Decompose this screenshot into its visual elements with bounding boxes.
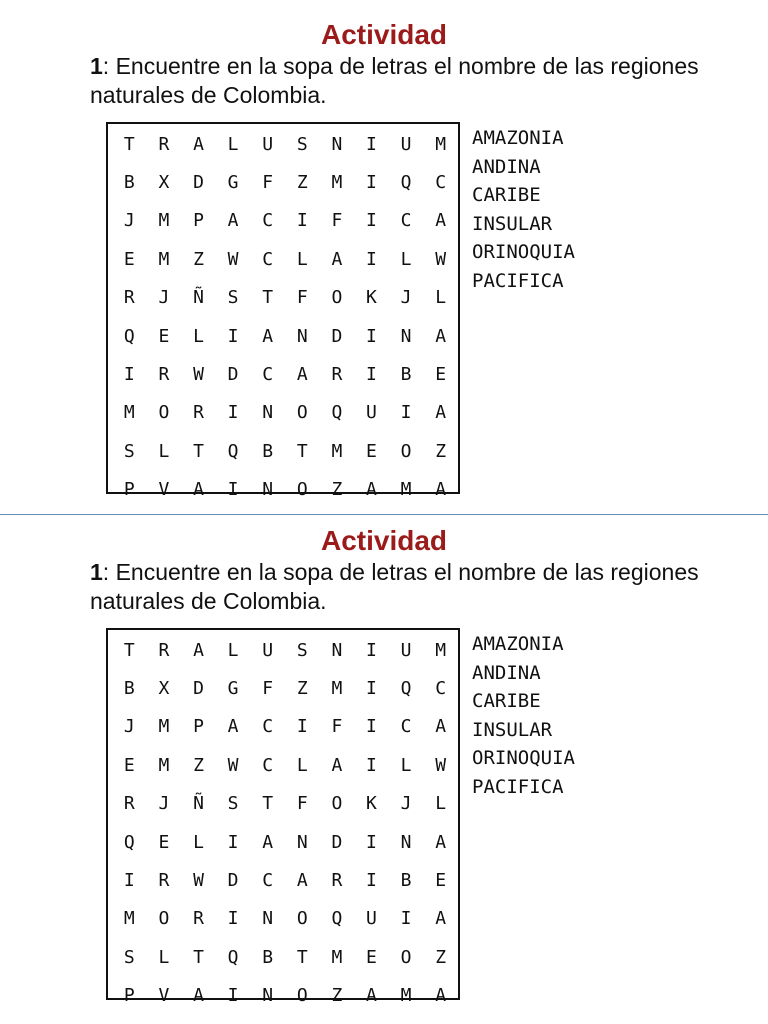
grid-letter: X (158, 678, 170, 700)
grid-letter: A (193, 639, 204, 661)
grid-letter: F (296, 287, 308, 309)
grid-letter: R (158, 133, 170, 155)
grid-letter: M (158, 754, 170, 776)
grid-letter: U (400, 639, 412, 661)
word-search-grid (106, 122, 460, 501)
grid-letter: R (123, 287, 135, 309)
grid-letter: L (158, 440, 170, 462)
grid-letter: A (435, 985, 447, 1007)
grid-letter: M (331, 678, 343, 700)
grid-letter: I (366, 325, 377, 347)
grid-letter: E (123, 248, 135, 270)
grid-letter: M (400, 985, 412, 1007)
activity-instruction (90, 558, 730, 616)
word-list-item: INSULAR (472, 212, 553, 235)
grid-row (108, 707, 458, 745)
grid-letter: T (123, 133, 135, 155)
grid-letter: U (262, 639, 274, 661)
grid-letter: D (227, 364, 239, 386)
grid-letter: A (193, 133, 204, 155)
grid-letter: Q (331, 908, 343, 930)
grid-letter: R (158, 364, 170, 386)
grid-letter: U (262, 133, 274, 155)
grid-letter: S (123, 946, 135, 968)
grid-row (108, 470, 458, 508)
grid-letter: K (366, 287, 377, 309)
grid-letter: I (227, 985, 239, 1007)
grid-letter: D (331, 325, 343, 347)
grid-letter: I (366, 831, 377, 853)
grid-letter: L (193, 831, 204, 853)
grid-letter: O (158, 908, 170, 930)
grid-letter: E (435, 870, 447, 892)
grid-letter: A (435, 831, 447, 853)
grid-row (108, 393, 458, 431)
word-list-item: CARIBE (472, 184, 541, 207)
grid-letter: I (366, 754, 377, 776)
grid-letter: W (193, 364, 204, 386)
grid-letter: M (158, 248, 170, 270)
grid-letter: Q (331, 402, 343, 424)
grid-letter: X (158, 172, 170, 194)
grid-letter: C (435, 678, 447, 700)
grid-letter: T (193, 946, 204, 968)
grid-letter: E (123, 754, 135, 776)
grid-letter: F (331, 210, 343, 232)
grid-row (108, 201, 458, 239)
grid-row (108, 860, 458, 898)
word-list-item: PACIFICA (472, 775, 564, 798)
word-search-grid (106, 628, 460, 1007)
grid-letter: F (262, 678, 274, 700)
grid-letter: L (296, 248, 308, 270)
grid-row (108, 431, 458, 469)
grid-letter: L (193, 325, 204, 347)
grid-letter: O (158, 402, 170, 424)
grid-letter: Z (193, 754, 204, 776)
activity-title: Actividad (320, 19, 448, 50)
grid-letter: M (400, 479, 412, 501)
grid-letter: O (296, 908, 308, 930)
grid-letter: A (366, 985, 377, 1007)
grid-letter: N (262, 985, 274, 1007)
grid-letter: I (366, 678, 377, 700)
grid-letter: M (435, 639, 447, 661)
grid-letter: I (366, 364, 377, 386)
grid-letter: I (227, 908, 239, 930)
grid-letter: W (227, 248, 239, 270)
grid-letter: R (193, 908, 204, 930)
instruction-number: 1 (90, 559, 103, 585)
grid-letter: Z (331, 985, 343, 1007)
grid-letter: B (400, 870, 412, 892)
grid-letter: F (262, 172, 274, 194)
grid-letter: B (262, 946, 274, 968)
grid-row (108, 239, 458, 277)
grid-letter: A (435, 716, 447, 738)
grid-letter: J (158, 793, 170, 815)
grid-letter: W (435, 248, 447, 270)
grid-letter: I (366, 133, 377, 155)
grid-letter: D (227, 870, 239, 892)
grid-letter: N (400, 831, 412, 853)
grid-letter: C (400, 716, 412, 738)
grid-letter: M (435, 133, 447, 155)
grid-letter: A (227, 210, 239, 232)
word-list (472, 124, 575, 296)
grid-letter: L (435, 287, 447, 309)
grid-row (108, 668, 458, 706)
grid-letter: N (331, 133, 343, 155)
grid-letter: I (227, 325, 239, 347)
word-list-item: CARIBE (472, 690, 541, 713)
word-list (472, 630, 575, 802)
grid-letter: S (123, 440, 135, 462)
grid-letter: I (227, 479, 239, 501)
grid-letter: I (296, 210, 308, 232)
grid-letter: B (123, 172, 135, 194)
grid-letter: P (193, 210, 204, 232)
grid-letter: E (158, 325, 170, 347)
grid-letter: C (262, 870, 274, 892)
grid-letter: Q (400, 678, 412, 700)
grid-letter: L (435, 793, 447, 815)
grid-letter: C (262, 248, 274, 270)
grid-row (108, 162, 458, 200)
grid-row (108, 784, 458, 822)
grid-letter: I (366, 210, 377, 232)
grid-letter: T (262, 287, 274, 309)
grid-letter: E (366, 440, 377, 462)
grid-letter: Q (400, 172, 412, 194)
grid-letter: S (227, 287, 239, 309)
grid-letter: L (400, 754, 412, 776)
grid-letter: W (193, 870, 204, 892)
grid-letter: V (158, 479, 170, 501)
activity-instruction (90, 52, 730, 110)
grid-letter: C (262, 210, 274, 232)
grid-letter: I (227, 831, 239, 853)
grid-letter: J (400, 793, 412, 815)
grid-letter: A (435, 325, 447, 347)
grid-letter: I (227, 402, 239, 424)
grid-letter: I (366, 716, 377, 738)
word-list-item: ANDINA (472, 155, 541, 178)
grid-letter: A (296, 364, 308, 386)
grid-row (108, 278, 458, 316)
grid-letter: Z (331, 479, 343, 501)
grid-row (108, 937, 458, 975)
grid-letter: I (296, 716, 308, 738)
grid-letter: N (296, 831, 308, 853)
grid-letter: A (331, 248, 343, 270)
grid-letter: C (262, 754, 274, 776)
grid-letter: S (227, 793, 239, 815)
grid-letter: T (123, 639, 135, 661)
grid-letter: L (400, 248, 412, 270)
grid-letter: N (400, 325, 412, 347)
grid-letter: A (435, 479, 447, 501)
grid-letter: U (366, 402, 377, 424)
grid-letter: A (193, 985, 204, 1007)
grid-letter: G (227, 678, 239, 700)
grid-letter: R (331, 870, 343, 892)
grid-letter: F (331, 716, 343, 738)
grid-letter: A (227, 716, 239, 738)
word-list-item: INSULAR (472, 718, 553, 741)
grid-letter: M (331, 172, 343, 194)
grid-letter: Z (435, 440, 447, 462)
grid-letter: T (193, 440, 204, 462)
grid-letter: T (262, 793, 274, 815)
grid-letter: I (400, 908, 412, 930)
grid-letter: C (262, 716, 274, 738)
grid-letter: N (262, 908, 274, 930)
grid-letter: A (435, 210, 447, 232)
grid-letter: N (262, 402, 274, 424)
instruction-number: 1 (90, 53, 103, 79)
instruction-text: : Encuentre en la sopa de letras el nombre de las regiones naturales de Colombia. (90, 559, 699, 614)
grid-letter: M (331, 946, 343, 968)
grid-letter: Z (296, 678, 308, 700)
grid-letter: B (262, 440, 274, 462)
grid-letter: J (158, 287, 170, 309)
activity-title: Actividad (320, 525, 448, 556)
grid-letter: C (435, 172, 447, 194)
grid-letter: L (227, 133, 239, 155)
grid-letter: B (400, 364, 412, 386)
grid-letter: V (158, 985, 170, 1007)
grid-letter: C (262, 364, 274, 386)
grid-letter: P (193, 716, 204, 738)
grid-letter: T (296, 946, 308, 968)
grid-letter: J (123, 210, 135, 232)
grid-letter: R (158, 639, 170, 661)
grid-letter: K (366, 793, 377, 815)
grid-letter: N (331, 639, 343, 661)
grid-letter: Ñ (193, 793, 204, 815)
grid-letter: R (193, 402, 204, 424)
grid-letter: U (400, 133, 412, 155)
grid-letter: O (296, 479, 308, 501)
grid-letter: U (366, 908, 377, 930)
grid-letter: I (366, 870, 377, 892)
activity-panel-top (0, 0, 768, 500)
instruction-text: : Encuentre en la sopa de letras el nombre de las regiones naturales de Colombia. (90, 53, 699, 108)
grid-letter: M (331, 440, 343, 462)
grid-row (108, 354, 458, 392)
word-list-item: ORINOQUIA (472, 747, 575, 770)
grid-letter: J (400, 287, 412, 309)
grid-letter: Z (296, 172, 308, 194)
grid-letter: A (193, 479, 204, 501)
grid-letter: E (435, 364, 447, 386)
word-list-item: AMAZONIA (472, 127, 564, 149)
grid-letter: Q (227, 440, 239, 462)
grid-letter: A (366, 479, 377, 501)
word-list-item: PACIFICA (472, 269, 564, 292)
grid-letter: P (123, 479, 135, 501)
grid-letter: O (296, 402, 308, 424)
grid-letter: R (123, 793, 135, 815)
grid-letter: J (123, 716, 135, 738)
grid-letter: B (123, 678, 135, 700)
grid-letter: I (400, 402, 412, 424)
grid-row (108, 630, 458, 668)
grid-letter: P (123, 985, 135, 1007)
word-list-item: ANDINA (472, 661, 541, 684)
grid-row (108, 124, 458, 162)
grid-letter: E (158, 831, 170, 853)
grid-letter: W (435, 754, 447, 776)
grid-letter: A (435, 402, 447, 424)
word-list-item: ORINOQUIA (472, 241, 575, 264)
grid-letter: O (331, 287, 343, 309)
grid-letter: C (400, 210, 412, 232)
grid-letter: O (331, 793, 343, 815)
grid-letter: D (193, 172, 204, 194)
grid-letter: L (296, 754, 308, 776)
grid-letter: M (123, 908, 135, 930)
grid-letter: R (158, 870, 170, 892)
grid-letter: L (158, 946, 170, 968)
grid-letter: Q (123, 325, 135, 347)
grid-letter: O (400, 946, 412, 968)
grid-letter: A (262, 325, 274, 347)
grid-letter: G (227, 172, 239, 194)
grid-letter: N (262, 479, 274, 501)
grid-letter: A (296, 870, 308, 892)
grid-letter: M (158, 716, 170, 738)
grid-letter: T (296, 440, 308, 462)
grid-letter: A (262, 831, 274, 853)
grid-row (108, 745, 458, 783)
grid-letter: Q (123, 831, 135, 853)
grid-row (108, 976, 458, 1014)
grid-letter: E (366, 946, 377, 968)
grid-letter: S (296, 133, 308, 155)
grid-letter: Z (435, 946, 447, 968)
grid-letter: O (400, 440, 412, 462)
grid-letter: Ñ (193, 287, 204, 309)
grid-letter: S (296, 639, 308, 661)
grid-letter: Z (193, 248, 204, 270)
grid-letter: A (435, 908, 447, 930)
activity-panel-bottom (0, 506, 768, 1006)
grid-letter: Q (227, 946, 239, 968)
grid-letter: N (296, 325, 308, 347)
grid-letter: M (123, 402, 135, 424)
grid-letter: I (366, 172, 377, 194)
grid-letter: W (227, 754, 239, 776)
grid-letter: F (296, 793, 308, 815)
grid-letter: I (123, 870, 135, 892)
grid-letter: M (158, 210, 170, 232)
grid-letter: I (366, 639, 377, 661)
grid-letter: I (123, 364, 135, 386)
word-list-item: AMAZONIA (472, 633, 564, 655)
grid-letter: R (331, 364, 343, 386)
grid-letter: D (193, 678, 204, 700)
grid-row (108, 316, 458, 354)
grid-row (108, 899, 458, 937)
grid-letter: I (366, 248, 377, 270)
grid-letter: L (227, 639, 239, 661)
grid-letter: O (296, 985, 308, 1007)
grid-letter: A (331, 754, 343, 776)
grid-letter: D (331, 831, 343, 853)
grid-row (108, 822, 458, 860)
